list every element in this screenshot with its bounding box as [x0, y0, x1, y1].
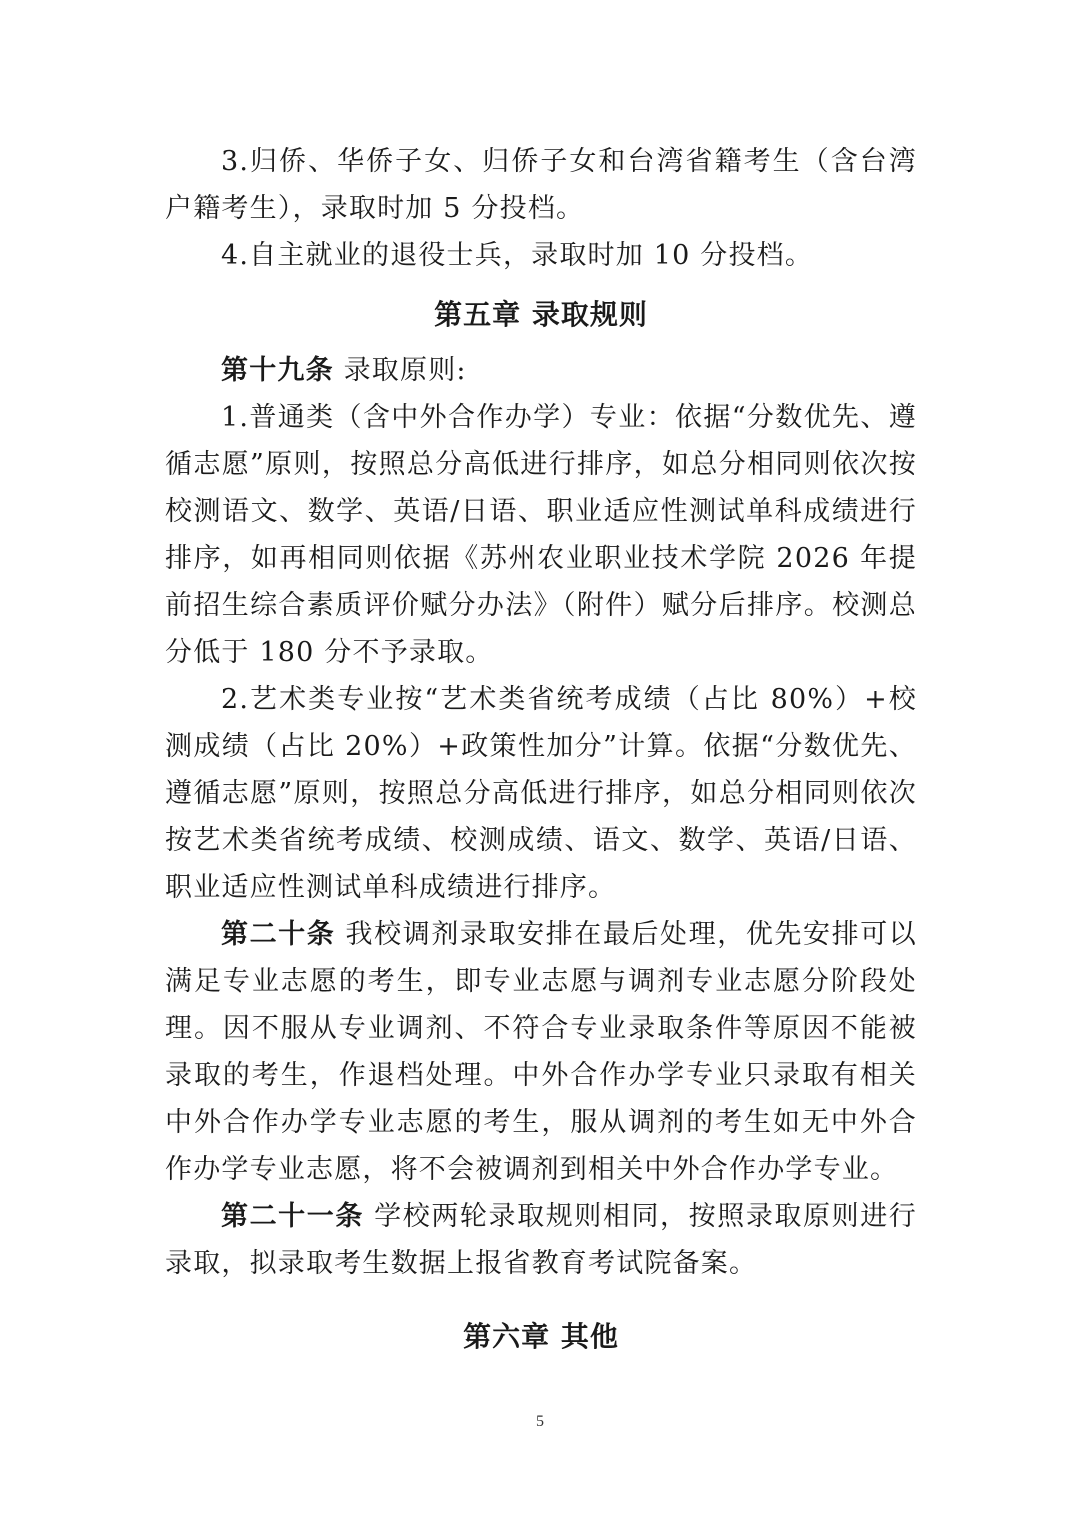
article-21-label: 第二十一条 [221, 1201, 364, 1232]
paragraph-item-4: 4.自主就业的退役士兵，录取时加 10 分投档。 [221, 240, 814, 271]
chapter-6-heading: 第六章 其他 [463, 1320, 619, 1353]
paragraph-item-3: 3.归侨、华侨子女、归侨子女和台湾省籍考生（含台湾户籍考生），录取时加 5 分投档。 [165, 146, 917, 224]
article-19-item-1: 1.普通类（含中外合作办学）专业：依据“分数优先、遵循志愿”原则，按照总分高低进行排序，如总分相同则依次按校测语文、数学、英语/日语、职业适应性测试单科成绩进行排序，如再相同则依据《苏州农业职业技术学院 2026 年提前招生综合素质评价赋分办法》（附件）赋分后排序。校测总分低于 180 分不予录取。 [165, 402, 917, 668]
article-21 [165, 1193, 917, 1287]
chapter-5-heading: 第五章 录取规则 [434, 298, 648, 331]
article-19-label: 第十九条 [221, 355, 334, 386]
article-21-text: 学校两轮录取规则相同，按照录取原则进行录取，拟录取考生数据上报省教育考试院备案。 [165, 1201, 917, 1279]
page-number: 5 [536, 1413, 544, 1430]
article-20 [165, 911, 917, 1193]
article-20-text: 我校调剂录取安排在最后处理，优先安排可以满足专业志愿的考生，即专业志愿与调剂专业志愿分阶段处理。因不服从专业调剂、不符合专业录取条件等原因不能被录取的考生，作退档处理。中外合作办学专业只录取有相关中外合作办学专业志愿的考生，服从调剂的考生如无中外合作办学专业志愿，将不会被调剂到相关中外合作办学专业。 [165, 919, 917, 1185]
article-19-item-2: 2.艺术类专业按“艺术类省统考成绩（占比 80%）+校测成绩（占比 20%）+政策性加分”计算。依据“分数优先、遵循志愿”原则，按照总分高低进行排序，如总分相同则依次按艺术类省统考成绩、校测成绩、语文、数学、英语/日语、职业适应性测试单科成绩进行排序。 [165, 684, 917, 903]
article-20-label: 第二十条 [221, 919, 336, 950]
article-19-text: 录取原则: [333, 355, 467, 386]
page-content [165, 138, 917, 1367]
article-19-heading [165, 347, 917, 394]
